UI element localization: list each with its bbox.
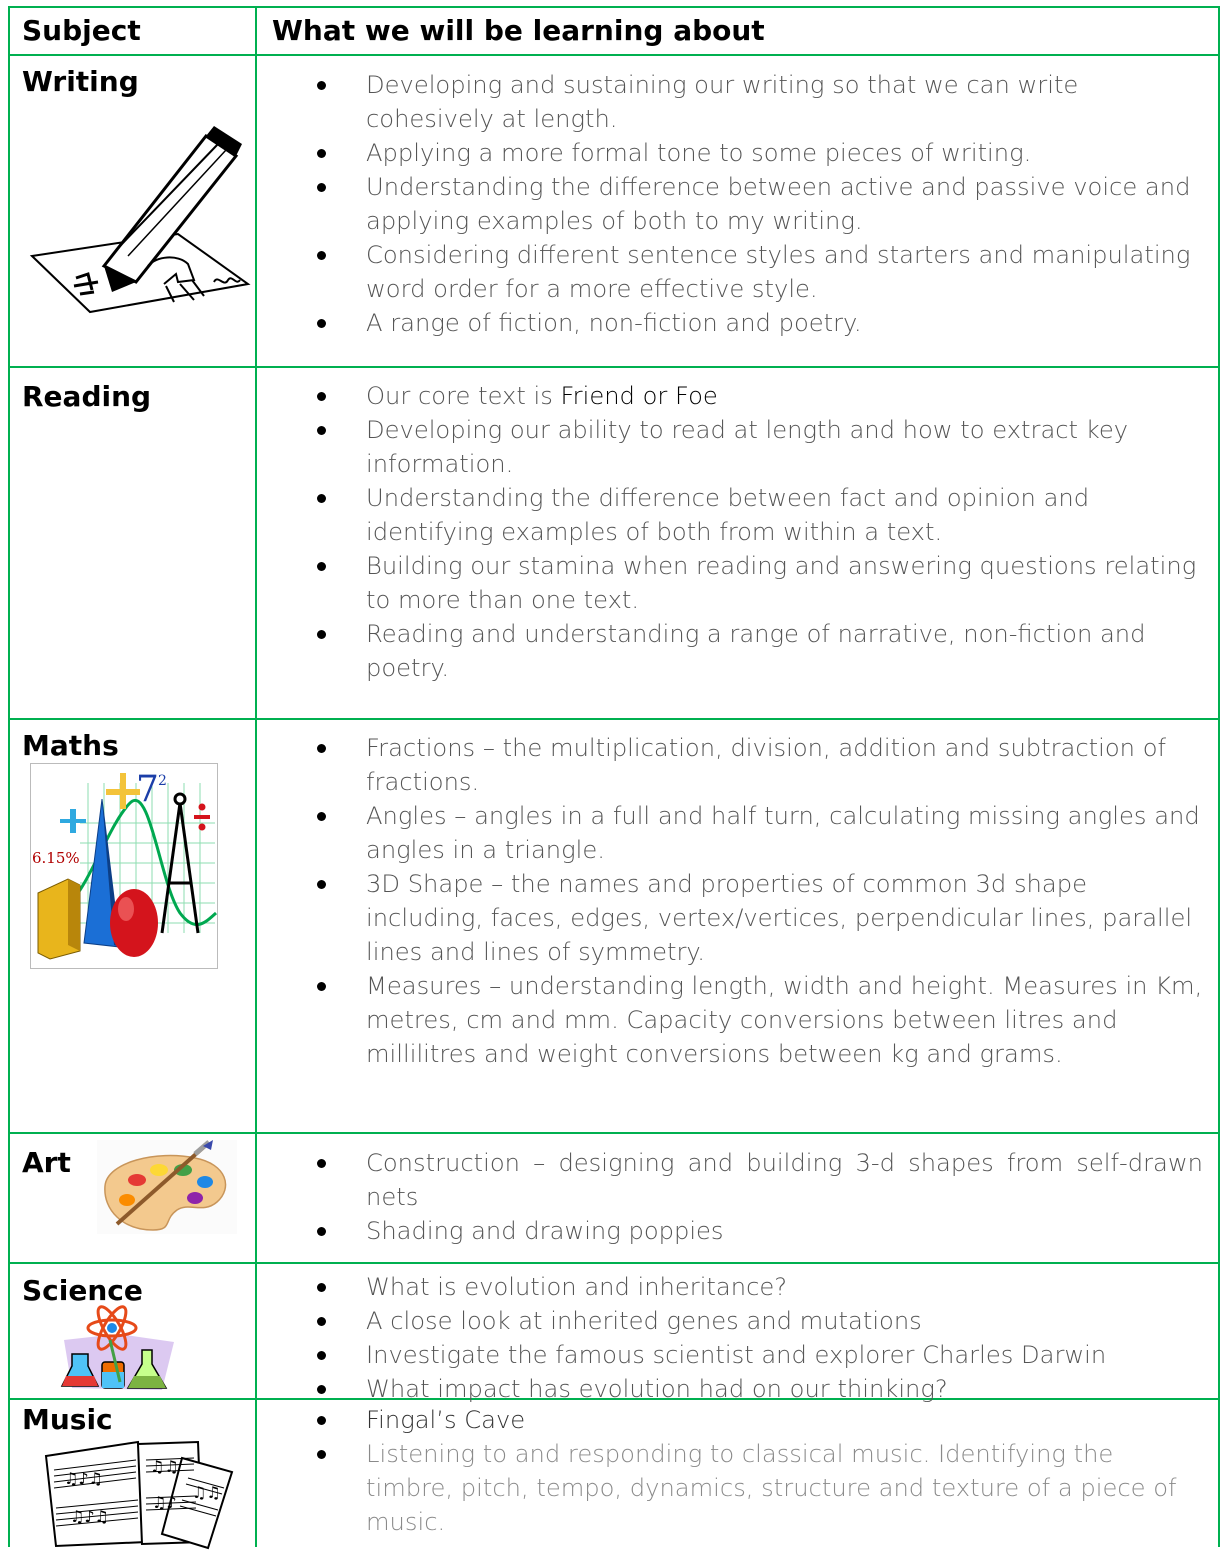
- list-item: Understanding the difference between active and passive voice and applying examples of both to my writing.: [303, 170, 1203, 238]
- science-flask-atom-icon: [58, 1310, 178, 1394]
- art-list: [303, 1146, 1203, 1248]
- list-item: 3D Shape – the names and properties of common 3d shape including, faces, edges, vertex/vertices, perpendicular lines, parallel lines and lines of symmetry.: [303, 867, 1203, 969]
- list-item: Shading and drawing poppies: [303, 1214, 1203, 1248]
- svg-text:♫♫: ♫♫: [150, 1457, 179, 1476]
- maths-list: [303, 731, 1203, 1071]
- list-item: Construction – designing and building 3-d shapes from self-drawn nets: [303, 1146, 1203, 1214]
- list-item: Fingal’s Cave: [303, 1403, 1203, 1437]
- core-text-title: Friend or Foe: [560, 382, 718, 410]
- list-item: Considering different sentence styles and starters and manipulating word order for a more effective style.: [303, 238, 1203, 306]
- list-item: Angles – angles in a full and half turn, calculating missing angles and angles in a triangle.: [303, 799, 1203, 867]
- music-list: [303, 1403, 1203, 1539]
- list-item: A range of fiction, non-fiction and poetry.: [303, 306, 1203, 340]
- reading-list: [303, 379, 1203, 685]
- list-item: Understanding the difference between fact and opinion and identifying examples of both from within a text.: [303, 481, 1203, 549]
- subject-writing: Writing: [22, 65, 139, 98]
- header-subject: Subject: [22, 14, 141, 47]
- maths-clipart-icon: [30, 763, 218, 969]
- subject-reading: Reading: [22, 380, 152, 413]
- row-divider: [8, 1262, 1220, 1264]
- curriculum-table: [8, 6, 1220, 1547]
- header-learning: What we will be learning about: [272, 14, 765, 47]
- row-divider: [8, 1132, 1220, 1134]
- row-divider: [8, 718, 1220, 720]
- pencil-drawing-icon: [28, 106, 253, 316]
- subject-maths: Maths: [22, 729, 119, 762]
- list-item: [303, 379, 1203, 413]
- list-item: Developing our ability to read at length and how to extract key information.: [303, 413, 1203, 481]
- table-column-divider: [255, 6, 257, 1547]
- svg-text:♫♪♫: ♫♪♫: [70, 1507, 109, 1526]
- list-item: Investigate the famous scientist and explorer Charles Darwin: [303, 1338, 1203, 1372]
- paint-palette-icon: [97, 1140, 237, 1234]
- core-text-prefix: Our core text is: [366, 382, 561, 410]
- svg-text:7: 7: [136, 769, 159, 810]
- sheet-music-icon: [42, 1438, 238, 1550]
- row-divider: [8, 6, 1220, 8]
- svg-text:♫♪: ♫♪: [152, 1493, 177, 1512]
- svg-text:6.15%: 6.15%: [32, 849, 80, 867]
- list-item: Applying a more formal tone to some pieces of writing.: [303, 136, 1203, 170]
- list-item: What impact has evolution had on our thinking?: [303, 1372, 1203, 1406]
- row-divider: [8, 366, 1220, 368]
- list-item: Building our stamina when reading and answering questions relating to more than one text.: [303, 549, 1203, 617]
- subject-science: Science: [22, 1274, 143, 1307]
- svg-text:♫♫: ♫♫: [192, 1483, 221, 1502]
- science-list: [303, 1270, 1203, 1406]
- list-item: Developing and sustaining our writing so that we can write cohesively at length.: [303, 68, 1203, 136]
- list-item: Measures – understanding length, width and height. Measures in Km, metres, cm and mm. Capacity conversions between litres and millilitres and weight conversions between kg and grams.: [303, 969, 1203, 1071]
- subject-music: Music: [22, 1403, 113, 1436]
- list-item: A close look at inherited genes and mutations: [303, 1304, 1203, 1338]
- table-border-left: [8, 6, 10, 1547]
- list-item: What is evolution and inheritance?: [303, 1270, 1203, 1304]
- list-item: Fractions – the multiplication, division, addition and subtraction of fractions.: [303, 731, 1203, 799]
- svg-text:2: 2: [158, 773, 167, 789]
- svg-text:♫♪♫: ♫♪♫: [64, 1469, 103, 1488]
- list-item: Listening to and responding to classical music. Identifying the timbre, pitch, tempo, dynamics, structure and texture of a piece of music.: [303, 1437, 1203, 1539]
- row-divider: [8, 54, 1220, 56]
- subject-art: Art: [22, 1146, 71, 1179]
- writing-list: [303, 68, 1203, 340]
- list-item: Reading and understanding a range of narrative, non-fiction and poetry.: [303, 617, 1203, 685]
